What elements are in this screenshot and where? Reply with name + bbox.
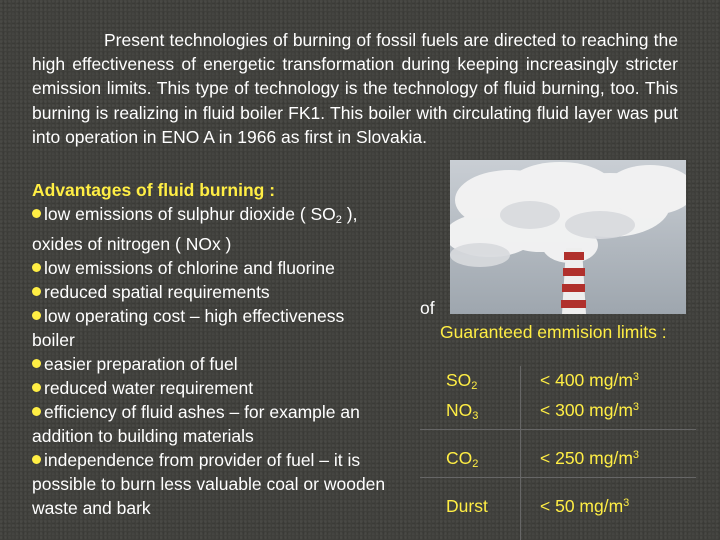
list-item: efficiency of fluid ashes – for example an addition to building materials [32, 402, 360, 446]
substance-name: $SO_2$ [446, 370, 478, 392]
list-item: low operating cost – high effectiveness [32, 304, 422, 328]
bullet-icon [32, 263, 41, 272]
bullet-icon [32, 287, 41, 296]
limit-value: < 250 $mg/m^3$ [540, 448, 640, 468]
bullet-icon [32, 209, 41, 218]
substance-name: $CO_2$ [446, 448, 479, 470]
bullet-icon [32, 407, 41, 416]
substance-name: $NO_3$ [446, 400, 479, 422]
intro-text: Present technologies of burning of fossil fuels are directed to reaching the high effectiveness of energetic transformation during keeping increasingly stricter emission limits. This type of technology is the technology of fluid burning, too. This burning is realizing in fluid boiler FK1. This boiler with circulating fluid layer was put into operation in ENO A in 1966 as first in Slovakia. [32, 30, 678, 147]
of-word: of [420, 298, 435, 318]
limit-value: < 300 $mg/m^3$ [540, 400, 640, 420]
limit-value: < 50 $mg/m^3$ [540, 496, 630, 516]
list-item: reduced spatial requirements [32, 280, 422, 304]
emission-limits-table [420, 366, 696, 540]
list-item-continuation: oxides of nitrogen ( NOx ) [32, 234, 232, 254]
list-item: independence from provider of fuel – it is possible to burn less valuable coal or wooden waste and bark [32, 450, 386, 518]
bullet-icon [32, 359, 41, 368]
table-row [420, 370, 696, 400]
table-row [420, 448, 696, 478]
bullet-icon [32, 455, 41, 464]
advantages-block [32, 178, 422, 520]
bullet-icon [32, 383, 41, 392]
list-item: easier preparation of fuel [32, 352, 422, 376]
chimney-icon [561, 248, 586, 314]
chimney-smoke-photo [450, 160, 686, 314]
guaranteed-limits-title: Guaranteed emmision limits : [440, 322, 667, 342]
list-item: reduced water requirement [32, 376, 422, 400]
list-item: low emissions of sulphur dioxide ( $SO_2$ ), [32, 202, 422, 232]
bullet-icon [32, 311, 41, 320]
list-item: low emissions of chlorine and fluorine [32, 256, 422, 280]
list-item-continuation: boiler [32, 330, 75, 350]
limit-value: < 400 $mg/m^3$ [540, 370, 640, 390]
row-divider [420, 477, 696, 478]
advantages-title: Advantages of fluid burning : [32, 180, 276, 200]
substance-name: Durst [446, 496, 488, 516]
chimney-smoke-image [450, 160, 686, 314]
row-divider [420, 429, 696, 430]
table-row [420, 496, 696, 526]
intro-paragraph [32, 28, 678, 149]
table-row [420, 400, 696, 430]
